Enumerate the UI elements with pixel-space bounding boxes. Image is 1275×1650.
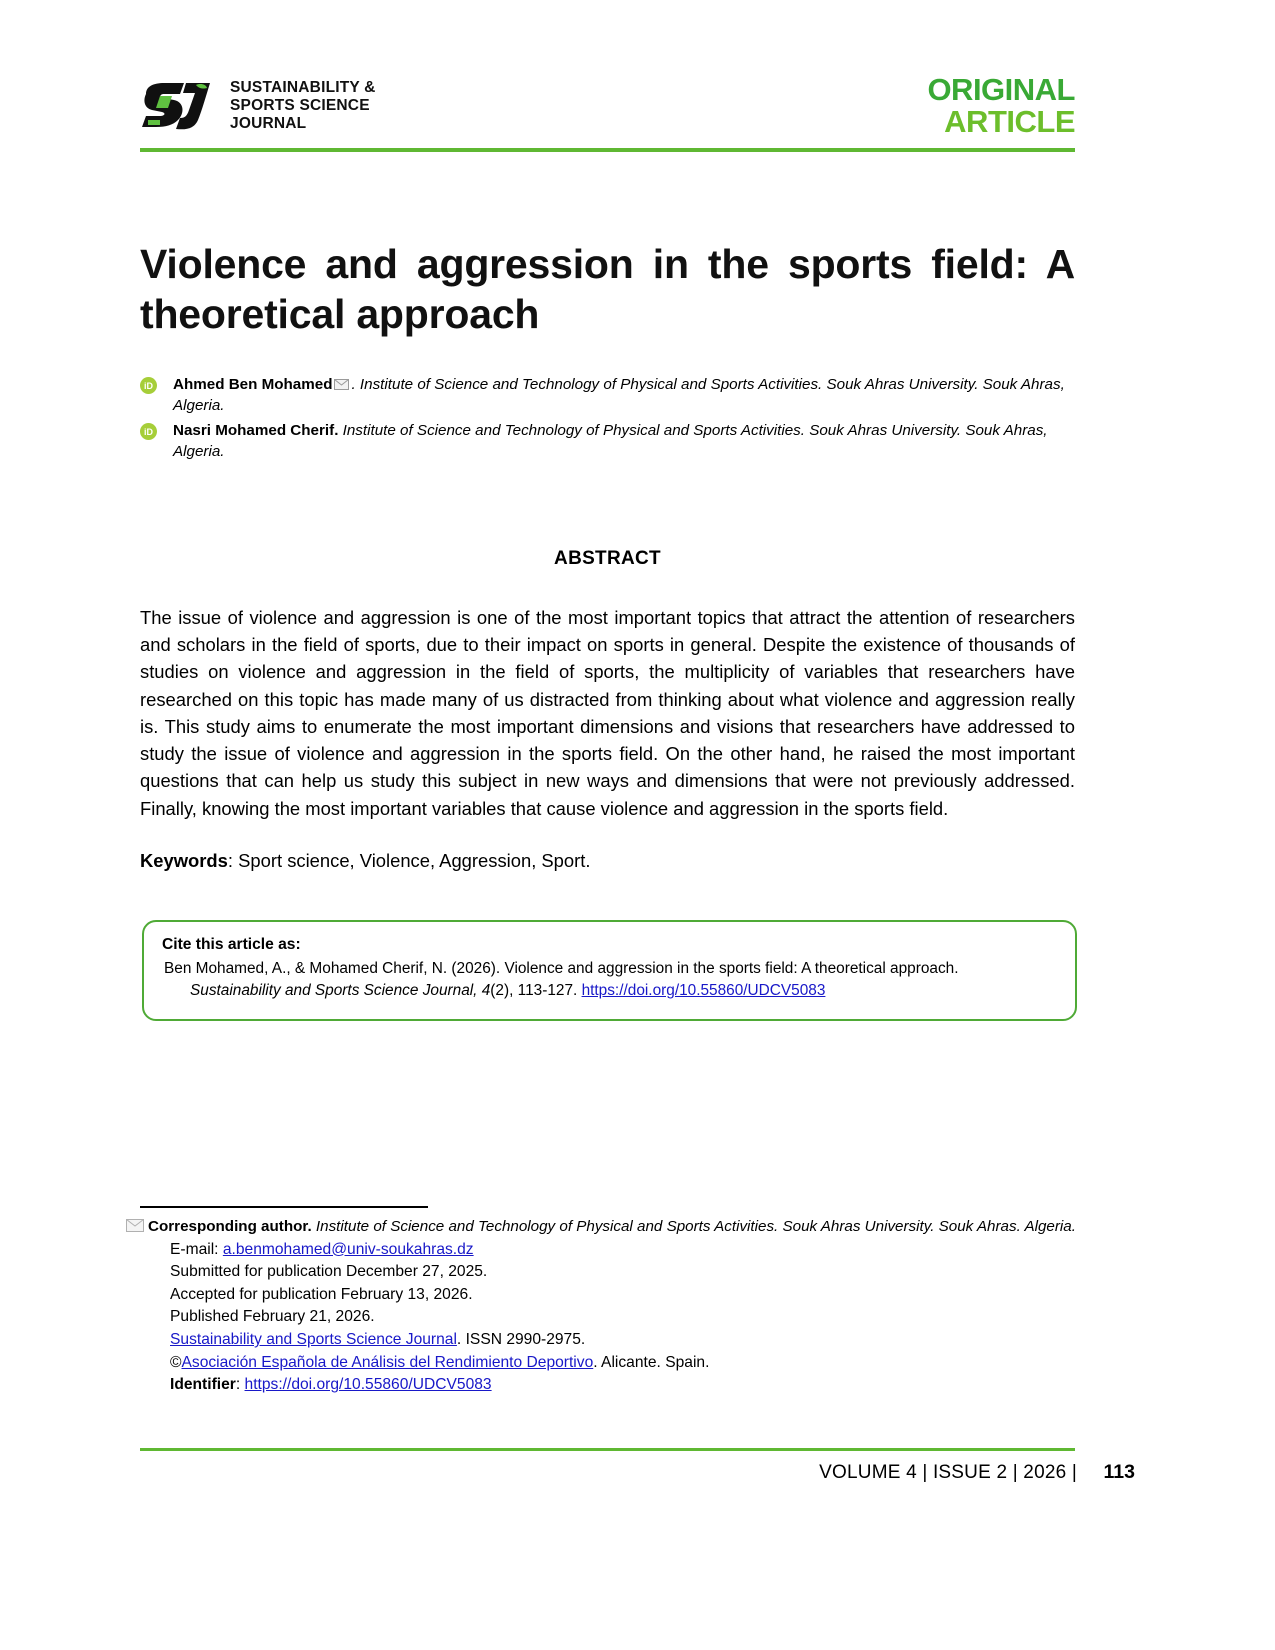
footer-page-number: 113 — [1103, 1461, 1135, 1483]
copyright-symbol: © — [170, 1353, 182, 1371]
cite-box-text — [162, 958, 1057, 1003]
keywords-label: Keywords — [140, 850, 228, 871]
journal-link[interactable]: Sustainability and Sports Science Journal — [170, 1331, 457, 1349]
corresponding-author-label: Corresponding author. — [148, 1218, 312, 1235]
journal-logo-text — [230, 79, 376, 133]
orcid-icon[interactable] — [140, 423, 157, 440]
publisher-link[interactable]: Asociación Española de Análisis del Rendimiento Deportivo — [181, 1353, 594, 1371]
author-text — [173, 420, 1080, 463]
email-line — [170, 1239, 1081, 1262]
citation-line-1: Ben Mohamed, A., & Mohamed Cherif, N. (2026). Violence and aggression in the sports field: A theoretical approach. — [164, 960, 959, 977]
svg-text:iD: iD — [144, 426, 153, 437]
page-title: Violence and aggression in the sports field: A theoretical approach — [140, 241, 1075, 338]
article-type-line-2: ARTICLE — [944, 104, 1075, 139]
keywords-line — [140, 847, 1075, 874]
identifier-separator: : — [235, 1376, 245, 1394]
footer-divider — [140, 1448, 1075, 1451]
author-list — [140, 374, 1080, 465]
publisher-line — [170, 1352, 1081, 1375]
author-text — [173, 374, 1080, 417]
article-type-label — [927, 74, 1075, 137]
article-type-line-1: ORIGINAL — [927, 72, 1075, 108]
keywords-value: : Sport science, Violence, Aggression, Sport. — [227, 850, 591, 871]
accepted-line: Accepted for publication February 13, 2026. — [170, 1285, 473, 1303]
header-divider — [140, 148, 1075, 152]
cite-this-article-box — [142, 920, 1077, 1021]
footer-volume-issue: VOLUME 4 | ISSUE 2 | 2026 | — [819, 1462, 1077, 1483]
ssj-logo-icon — [140, 80, 218, 132]
published-line: Published February 21, 2026. — [170, 1308, 375, 1326]
email-label: E-mail: — [170, 1240, 223, 1258]
masthead — [140, 62, 1075, 150]
email-link[interactable]: a.benmohamed@univ-soukahras.dz — [222, 1240, 474, 1258]
abstract-body: The issue of violence and aggression is one of the most important topics that attract the attention of researchers and scholars in the field of sports, due to their impact on sports in general. Despite the existence of thousands of studies on violence and aggression in the field of sports, the multiplicity of variables that researchers have researched on this topic has made many of us distracted from thinking about what violence and aggression really is. This study aims to enumerate the most important dimensions and visions that researchers have addressed to study the issue of violence and aggression in the sports field. On the other hand, he raised the most important questions that can help us study this subject in new ways and dimensions that were not previously addressed. Finally, knowing the most important variables that cause violence and aggression in the sports field. — [140, 607, 1075, 819]
corresponding-author-line — [126, 1216, 1081, 1238]
footnote-details — [126, 1239, 1081, 1397]
author-affiliation: Institute of Science and Technology of Physical and Sports Activities. Souk Ahras University. Souk Ahras, Algeria. — [173, 421, 1048, 460]
cite-box-title: Cite this article as: — [162, 936, 301, 953]
issn-text: . ISSN 2990-2975. — [456, 1331, 586, 1349]
author-entry — [140, 374, 1080, 417]
corresponding-author-affiliation: Institute of Science and Technology of Physical and Sports Activities. Souk Ahras University. Souk Ahras. Algeria. — [311, 1218, 1076, 1235]
logo-line-1: SUSTAINABILITY & — [230, 79, 376, 97]
abstract-heading: ABSTRACT — [554, 548, 661, 569]
citation-line-2 — [164, 980, 1057, 1002]
citation-doi-link[interactable]: https://doi.org/10.55860/UDCV5083 — [581, 982, 826, 1000]
envelope-icon — [126, 1219, 144, 1232]
journal-logo — [140, 79, 376, 133]
journal-line — [170, 1329, 1081, 1352]
svg-text:iD: iD — [144, 381, 153, 391]
author-entry — [140, 420, 1080, 463]
identifier-label: Identifier — [170, 1376, 236, 1394]
author-name: Ahmed Ben Mohamed — [173, 376, 333, 393]
footnote-divider — [140, 1206, 428, 1208]
identifier-line — [170, 1374, 1081, 1397]
author-name: Nasri Mohamed Cherif. — [173, 421, 339, 439]
logo-line-3: JOURNAL — [230, 114, 307, 132]
citation-volume: (2), 113-127. — [490, 982, 582, 1000]
envelope-icon[interactable] — [334, 379, 349, 390]
citation-journal: Sustainability and Sports Science Journal, 4 — [190, 982, 491, 1000]
submitted-line: Submitted for publication December 27, 2025. — [170, 1263, 488, 1281]
footnote-block — [126, 1216, 1081, 1397]
logo-line-2: SPORTS SCIENCE — [230, 97, 370, 115]
author-affiliation: . Institute of Science and Technology of Physical and Sports Activities. Souk Ahras University. Souk Ahras, Algeria. — [173, 376, 1065, 415]
orcid-icon[interactable] — [140, 377, 157, 394]
identifier-link[interactable]: https://doi.org/10.55860/UDCV5083 — [244, 1376, 492, 1394]
publisher-place: . Alicante. Spain. — [593, 1353, 710, 1371]
